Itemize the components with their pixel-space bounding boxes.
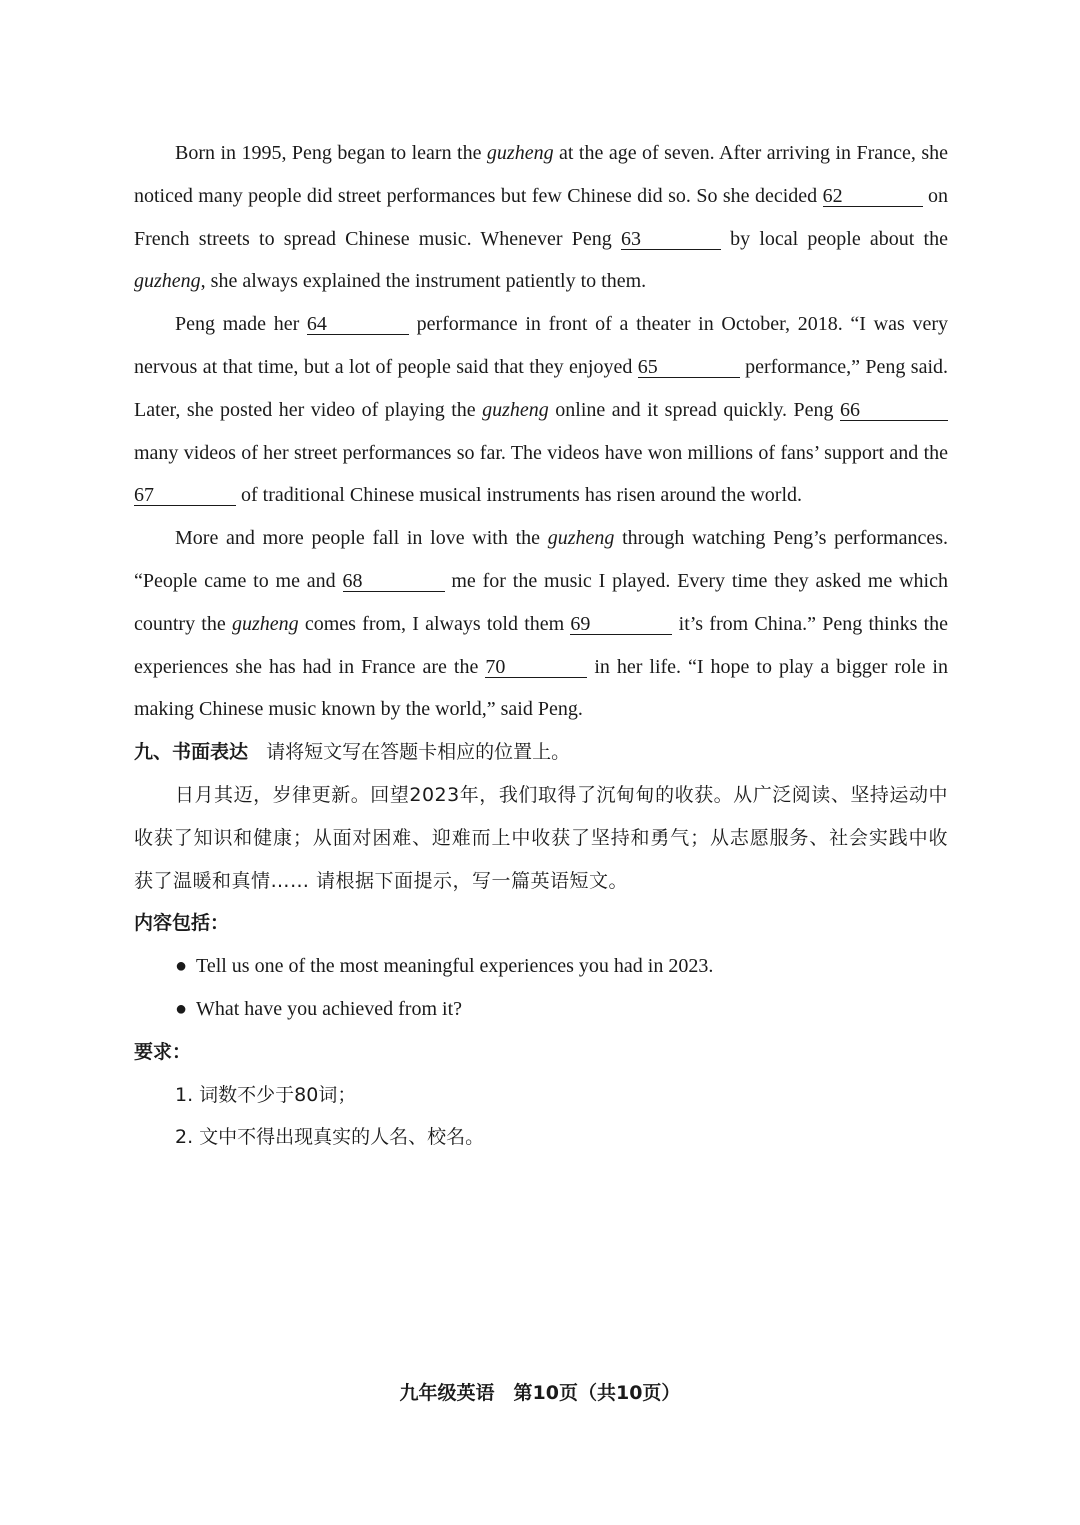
blank-70: 70 — [485, 657, 587, 678]
term-guzheng: guzheng — [486, 142, 554, 164]
bullet-dot-icon: ● — [175, 955, 188, 978]
term-guzheng: guzheng — [231, 612, 299, 635]
requirement-1: 1. 词数不少于80词； — [175, 1083, 357, 1106]
blank-68: 68 — [343, 571, 445, 592]
term-guzheng: guzheng — [547, 527, 615, 550]
requirements-heading: 要求： — [134, 1040, 192, 1063]
blank-69: 69 — [570, 614, 672, 635]
blank-66: 66 — [840, 400, 948, 421]
blank-63: 63 — [621, 229, 721, 250]
blank-67: 67 — [134, 485, 236, 506]
term-guzheng: guzheng — [482, 398, 549, 421]
writing-heading: 九、书面表达 — [134, 741, 249, 764]
term-guzheng: guzheng — [134, 270, 201, 293]
blank-62: 62 — [823, 186, 923, 207]
passage-paragraph-2: Peng made her 64 performance in front of a theater in October, 2018. “I was very nervous at that time, but a lot of people said that they enjoyed 65 performance,” Peng said. Later, she posted her video of playing the guzheng online and it spread quickly. Peng 66 many videos of her street performances so far. The videos have won millions of fans’ support and the 67 of traditional Chinese musical instruments has risen around the world. — [134, 313, 948, 507]
blank-64: 64 — [307, 314, 409, 335]
blank-65: 65 — [638, 357, 740, 378]
passage-paragraph-3: More and more people fall in love with the guzheng through watching Peng’s performances. “People came to me and 68 me for the music I played. Every time they asked me which country the guzheng comes from, I always told them 69 it’s from China.” Peng thinks the experiences she has had in France are the 70 in her life. “I hope to play a bigger role in making Chinese music known by the world,” said Peng. — [134, 527, 949, 721]
content-bullet-1: ● Tell us one of the most meaningful experiences you had in 2023. — [134, 945, 948, 988]
content-heading: 内容包括： — [134, 912, 230, 935]
content-bullet-2: ● What have you achieved from it? — [134, 988, 948, 1031]
writing-instruction: 请将短文写在答题卡相应的位置上。 — [266, 741, 571, 764]
requirement-2: 2. 文中不得出现真实的人名、校名。 — [175, 1126, 485, 1149]
exam-page — [134, 132, 948, 1159]
writing-intro: 日月其迈，岁律更新。回望2023年，我们取得了沉甸甸的收获。从广泛阅读、坚持运动中收获了知识和健康；从面对困难、迎难而上中收获了坚持和勇气；从志愿服务、社会实践中收获了温暖和真情…… 请根据下面提示，写一篇英语短文。 — [134, 783, 948, 892]
writing-section-title — [134, 731, 948, 774]
passage-paragraph-1: Born in 1995, Peng began to learn the guzheng at the age of seven. After arriving in France, she noticed many people did street performances but few Chinese did so. So she decided 62 on French streets to spread Chinese music. Whenever Peng 63 by local people about the guzheng, she always explained the instrument patiently to them. — [134, 142, 949, 293]
bullet-dot-icon: ● — [175, 997, 188, 1020]
page-footer: 九年级英语 第10页（共10页） — [399, 1382, 681, 1404]
